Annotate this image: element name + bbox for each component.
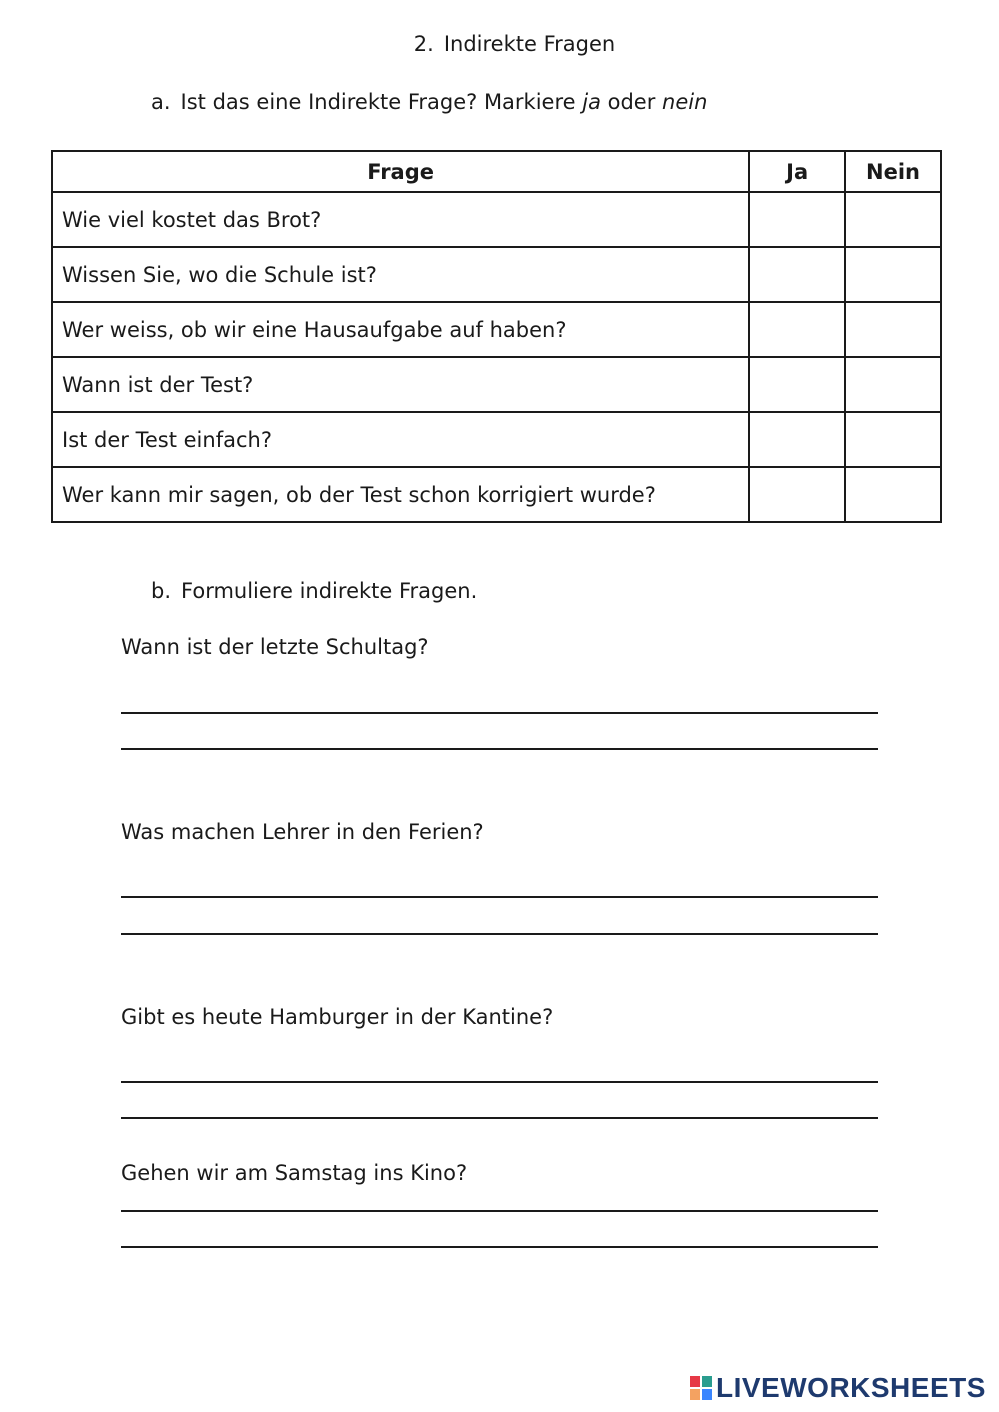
part-b-letter: b.	[151, 579, 172, 603]
logo-square-2	[702, 1376, 712, 1387]
nein-answer-cell[interactable]	[845, 467, 941, 522]
part-a-text: Ist das eine Indirekte Frage? Markiere	[180, 90, 583, 114]
part-b-instruction	[151, 579, 477, 603]
header-frage: Frage	[52, 151, 749, 192]
answer-line-3a[interactable]	[121, 1081, 878, 1083]
question-text: Ist der Test einfach?	[52, 412, 749, 467]
liveworksheets-logo	[690, 1372, 986, 1404]
section-title: Indirekte Fragen	[443, 32, 616, 56]
question-text: Wie viel kostet das Brot?	[52, 192, 749, 247]
table-row	[52, 412, 941, 467]
answer-line-2a[interactable]	[121, 896, 878, 898]
answer-line-1a[interactable]	[121, 712, 878, 714]
section-heading	[0, 32, 999, 56]
answer-line-4b[interactable]	[121, 1246, 878, 1248]
logo-text: LIVEWORKSHEETS	[716, 1372, 986, 1403]
header-ja: Ja	[749, 151, 845, 192]
part-a-ja: ja	[582, 90, 601, 114]
logo-square-1	[690, 1376, 700, 1387]
nein-answer-cell[interactable]	[845, 412, 941, 467]
ja-answer-cell[interactable]	[749, 192, 845, 247]
answer-line-2b[interactable]	[121, 933, 878, 935]
question-text: Wissen Sie, wo die Schule ist?	[52, 247, 749, 302]
ja-answer-cell[interactable]	[749, 247, 845, 302]
question-text: Wann ist der Test?	[52, 357, 749, 412]
part-a-nein: nein	[662, 90, 708, 114]
prompt-3: Gibt es heute Hamburger in der Kantine?	[121, 1005, 554, 1029]
ja-answer-cell[interactable]	[749, 302, 845, 357]
table-row	[52, 467, 941, 522]
answer-line-4a[interactable]	[121, 1210, 878, 1212]
question-table	[51, 150, 942, 523]
prompt-2: Was machen Lehrer in den Ferien?	[121, 820, 484, 844]
ja-answer-cell[interactable]	[749, 412, 845, 467]
logo-square-3	[690, 1389, 700, 1400]
table-row	[52, 247, 941, 302]
table-row	[52, 192, 941, 247]
part-a-instruction	[151, 90, 707, 114]
nein-answer-cell[interactable]	[845, 247, 941, 302]
ja-answer-cell[interactable]	[749, 467, 845, 522]
prompt-4: Gehen wir am Samstag ins Kino?	[121, 1161, 468, 1185]
section-number: 2.	[413, 32, 434, 56]
logo-square-4	[702, 1389, 712, 1400]
prompt-1: Wann ist der letzte Schultag?	[121, 635, 429, 659]
nein-answer-cell[interactable]	[845, 357, 941, 412]
table-row	[52, 357, 941, 412]
part-a-mid: oder	[600, 90, 663, 114]
question-text: Wer weiss, ob wir eine Hausaufgabe auf haben?	[52, 302, 749, 357]
header-nein: Nein	[845, 151, 941, 192]
table-row	[52, 302, 941, 357]
answer-line-3b[interactable]	[121, 1117, 878, 1119]
nein-answer-cell[interactable]	[845, 302, 941, 357]
ja-answer-cell[interactable]	[749, 357, 845, 412]
table-header-row	[52, 151, 941, 192]
answer-line-1b[interactable]	[121, 748, 878, 750]
nein-answer-cell[interactable]	[845, 192, 941, 247]
part-a-letter: a.	[151, 90, 171, 114]
logo-icon	[690, 1376, 712, 1400]
part-b-text: Formuliere indirekte Fragen.	[181, 579, 478, 603]
question-text: Wer kann mir sagen, ob der Test schon korrigiert wurde?	[52, 467, 749, 522]
